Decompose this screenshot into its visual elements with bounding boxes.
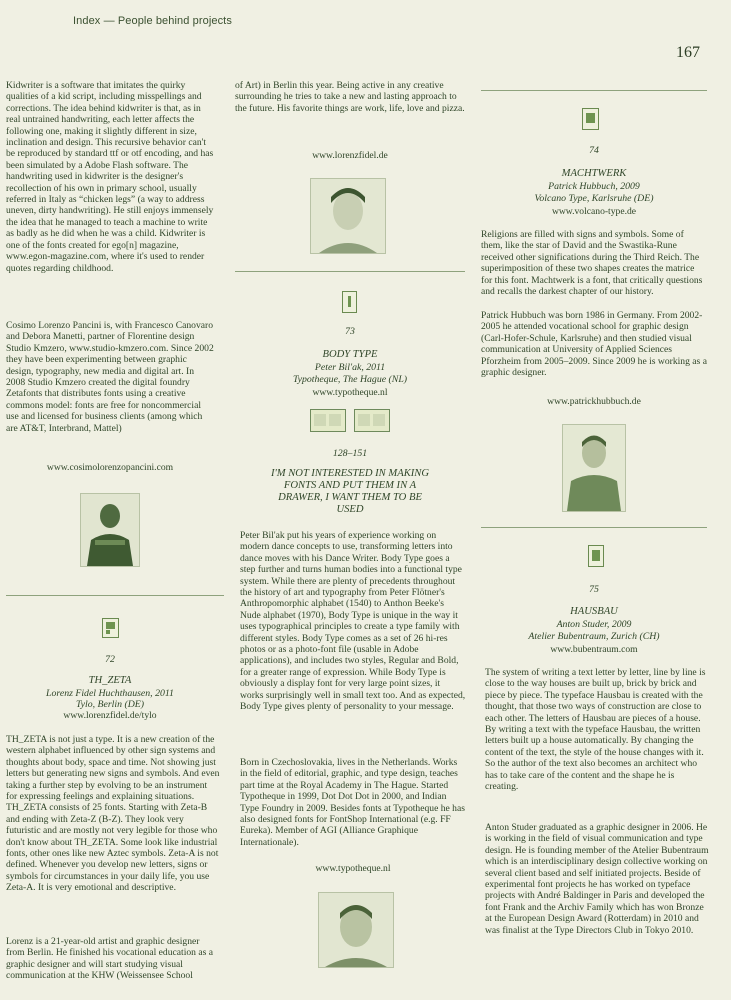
pull-quote: I'M NOT INTERESTED IN MAKING FONTS AND PUT THEM IN A DRAWER, I WANT THEM TO BE USED [270, 468, 430, 515]
portrait-photo-lorenz [310, 178, 386, 254]
entry-title-hausbau: HAUSBAU [570, 606, 618, 617]
entry-location: Typotheque, The Hague (NL) [292, 374, 408, 385]
entry-location: Tylo, Berlin (DE) [75, 699, 145, 710]
entry-number-73: 73 [345, 326, 355, 337]
portrait-figure-icon [563, 425, 625, 511]
entry-location: Atelier Bubentraum, Zurich (CH) [528, 631, 660, 642]
entry-title-body-type: BODY TYPE [322, 349, 378, 360]
divider [481, 527, 707, 528]
font-specimen-thumbnail [102, 618, 119, 638]
portrait-face-icon [311, 179, 385, 253]
col1-kidwriter-text: Kidwriter is a software that imitates the quirky qualities of a kid script, including misspellings and corrections. The idea behind kidwriter is that, as in real untrained handwriting, each letter affects the following one, making it slightly different in size, inclination and design. This recursive behavior can't be reproduced by standard ttf or otf encoding, and has been simulated by a Adobe Flash software. The handwriting used in kidwriter is the designer's recollection of his own in primary school, usually referred in Italy as “chicken legs” (a way to address uneven, dirty handwriting). He still enjoys immensely the idea that he managed to teach a machine to write as badly as he did when he was a child. Kidwriter is one of the fonts created for ego[n] magazine, www.egon-magazine.com, where it's used to render quotes regarding childhood. [6, 80, 214, 274]
running-head: Index — People behind projects [73, 15, 232, 27]
page-number: 167 [676, 44, 700, 61]
col3-hausbau-bio: Anton Studer graduated as a graphic designer in 2006. He is working in the field of visual communication and type design. He is founding member of the Atelier Bubentraum which is an interdisciplinary design collective working on several client based and self initiated projects. Beside of experimental font projects he has worked on typeface projects with André Baldinger in Paris and developed the font Frank and the Archiv Family which has won Bronze at the European Design Award (Rotterdam) in 2010 and was finalist at the Type Directors Club in Tokyo 2010. [485, 822, 709, 936]
entry-url: www.volcano-type.de [551, 206, 637, 217]
entry-title-th-zeta: TH_ZETA [88, 675, 132, 686]
font-specimen-thumbnail [342, 291, 357, 313]
entry-title-machtwerk: MACHTWERK [561, 168, 627, 179]
spread-thumbnail-left [310, 409, 346, 432]
col2-bio-text: Born in Czechoslovakia, lives in the Netherlands. Works in the field of editorial, graphic, and type design, teaches part time at the Royal Academy in The Hague. Started Typotheque in 1999, Dot Dot Dot in 2000, and Indian Type Foundry in 2009. Besides fonts at Typotheque he has also designed fonts for FontShop International (e.g. FF Eureka). Member of AGI (Alliance Graphique Internationale). [240, 757, 465, 848]
col1-bio-text: Cosimo Lorenzo Pancini is, with Francesco Canovaro and Debora Manetti, partner of Florentine design Studio Kmzero, www.studio-kmzero.com. Since 2002 they have been experimenting between graphic design, typography, new media and digital art. In 2008 Studio Kmzero created the digital foundry Zetafonts that distributes fonts using a creative commons model: fonts are free for noncommercial use and licensed for business clients (among which are AT&T, Interbrand, Mattel) [6, 320, 214, 434]
entry-author: Peter Bil'ak, 2011 [314, 362, 386, 373]
col1-desc-text: TH_ZETA is not just a type. It is a new creation of the western alphabet influenced by other sign systems and thoughts about body, space and time. Not showing just letters but generating new signs and symbols. And even taking a further step by evolving to be an instrument for expressing feelings and explaining situations. TH_ZETA consists of 25 fonts. Starting with Zeta-B and ending with Zeta-Z (B-Z). They look very futuristic and are mostly not very legible for those who don't know about TH_ZETA. Some look like industrial fonts, other ones like new Aztec symbols. Zeta-A is not defined. Whenever you develop new letters, signs or symbols for circumstances in your daily life, you use Zeta-A. It is very emotional and descriptive. [6, 734, 220, 894]
col2-cont-text: of Art) in Berlin this year. Being active in any creative surrounding he tries to take a new and lasting approach to the future. His favorite things are work, life, love and pizza. [235, 80, 465, 114]
portrait-face-icon [319, 893, 393, 967]
col3-hausbau-desc: The system of writing a text letter by letter, line by line is close to the way houses are built up, brick by brick and piece by piece. The typeface Hausbau is created with the thought, that those two ways of construction are close to each other. The letters of Hausbau are pieces of a house. By writing a text with the typeface Hausbau, the written letters built up a house automatically. By changing the content of the text, the style of the house changes with it. So the author of the text also becomes an architect who has to take care of the content and the shape he is creating. [485, 667, 706, 793]
portrait-photo-patrick [562, 424, 626, 512]
divider [235, 271, 465, 272]
col2-url: www.lorenzfidel.de [312, 150, 388, 161]
divider [481, 90, 707, 91]
portrait-figure-icon [81, 494, 139, 566]
entry-number-74: 74 [589, 145, 599, 156]
entry-url: www.typotheque.nl [312, 387, 388, 398]
entry-author: Anton Studer, 2009 [556, 619, 632, 630]
entry-author: Patrick Hubbuch, 2009 [548, 181, 640, 192]
entry-url: www.bubentraum.com [550, 644, 638, 655]
entry-author: Lorenz Fidel Huchthausen, 2011 [46, 688, 174, 699]
entry-number-72: 72 [105, 654, 115, 665]
col3-machtwerk-bio: Patrick Hubbuch was born 1986 in Germany. From 2002-2005 he attended vocational school for graphic design (Carl-Hofer-Schule, Karlsruhe) and then studied visual communication at University of Applied Sciences Pforzheim from 2005–2009. Since 2009 he is working as a graphic designer. [481, 310, 707, 379]
font-specimen-thumbnail [588, 545, 604, 567]
entry-location: Volcano Type, Karlsruhe (DE) [534, 193, 654, 204]
col2-url2: www.typotheque.nl [315, 863, 391, 874]
col1-url: www.cosimolorenzopancini.com [46, 462, 174, 473]
portrait-photo-cosimo [80, 493, 140, 567]
col1-bio2-text: Lorenz is a 21-year-old artist and graphic designer from Berlin. He finished his vocational education as a graphic designer and will start studying visual communication at the KHW (Weissensee School [6, 936, 214, 982]
spread-thumbnail-right [354, 409, 390, 432]
col3-url2: www.patrickhubbuch.de [547, 396, 641, 407]
col2-desc-text: Peter Bil'ak put his years of experience working on modern dance concepts to use, transforming letters into dance moves with his Dance Writer. Body Type goes a step further and turns human bodies into a functional type system. While there are plenty of precedents throughout the history of art and typography from Peter Flötner's Anthropomorphic alphabet (1540) to Anthon Beeke's Nude alphabet (1970), Body Type is unique in the way it uses typographical principles to create a type family with different styles. Body Type comes as a set of 26 hi-res photos or as a photo-font file (usable in Adobe applications), and includes two styles, Regular and Bold, for a greater range of expression. While Body Type is obviously a display font for very large point sizes, it works surprisingly well in small text too. And as expected, Body Type gives plenty of personality to your message. [240, 530, 466, 713]
page-reference: 128–151 [332, 448, 368, 459]
entry-url: www.lorenzfidel.de/tylo [63, 710, 157, 721]
portrait-photo-peter [318, 892, 394, 968]
divider [6, 595, 224, 596]
col3-machtwerk-desc: Religions are filled with signs and symbols. Some of them, like the star of David and the Swastika-Rune received other significations during the Third Reich. The superimposition of these two shapes creates the matrice for this font. Machtwerk is a font, that critically questions and recalls the darkest chapter of our history. [481, 229, 703, 298]
entry-number-75: 75 [589, 584, 599, 595]
font-specimen-thumbnail [582, 108, 599, 130]
